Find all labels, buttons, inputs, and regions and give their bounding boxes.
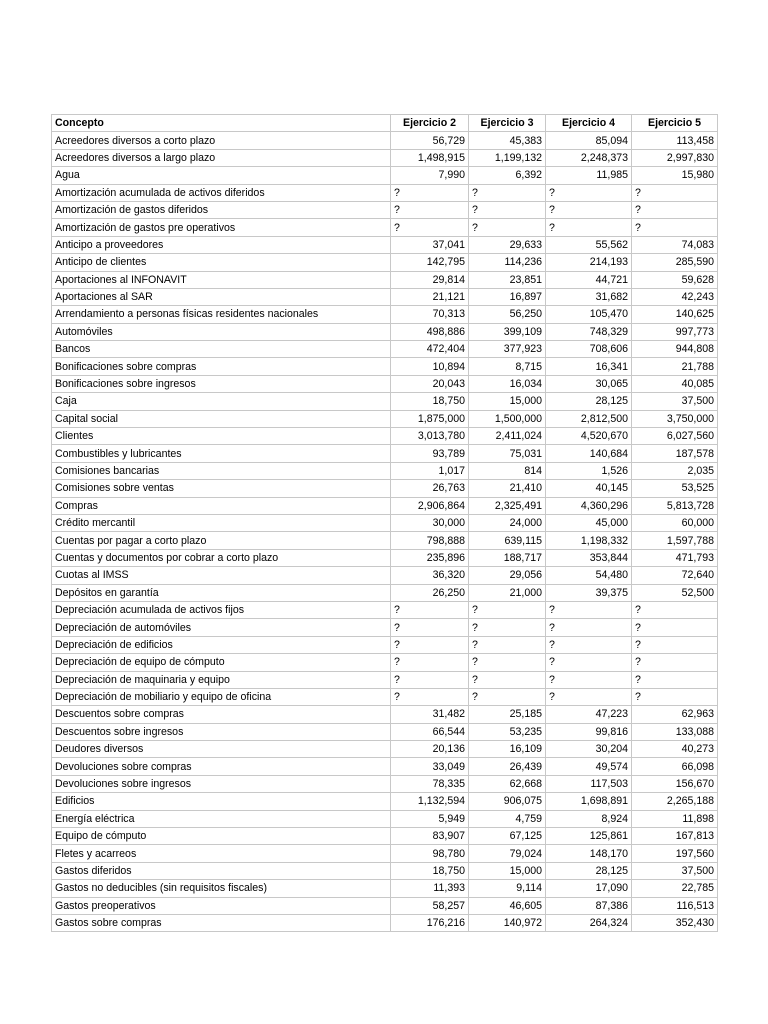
- row-concept: Capital social: [52, 410, 391, 427]
- table-row: [52, 532, 718, 549]
- row-value-ejercicio-2: 83,907: [391, 828, 469, 845]
- row-concept: Devoluciones sobre ingresos: [52, 775, 391, 792]
- row-concept: Fletes y acarreos: [52, 845, 391, 862]
- row-value-ejercicio-4: 47,223: [546, 706, 632, 723]
- row-concept: Equipo de cómputo: [52, 828, 391, 845]
- row-value-ejercicio-5: 140,625: [632, 306, 718, 323]
- row-concept: Aportaciones al SAR: [52, 288, 391, 305]
- row-concept: Gastos no deducibles (sin requisitos fiscales): [52, 880, 391, 897]
- row-value-ejercicio-5: 60,000: [632, 514, 718, 531]
- header-ejercicio-3: Ejercicio 3: [469, 115, 546, 132]
- row-value-ejercicio-3: 2,325,491: [469, 497, 546, 514]
- row-value-ejercicio-2: 70,313: [391, 306, 469, 323]
- row-value-ejercicio-5: ?: [632, 184, 718, 201]
- row-concept: Descuentos sobre ingresos: [52, 723, 391, 740]
- row-value-ejercicio-5: 21,788: [632, 358, 718, 375]
- row-value-ejercicio-2: 18,750: [391, 393, 469, 410]
- row-value-ejercicio-4: 85,094: [546, 132, 632, 149]
- row-value-ejercicio-3: 4,759: [469, 810, 546, 827]
- row-value-ejercicio-3: ?: [469, 654, 546, 671]
- table-row: [52, 393, 718, 410]
- row-value-ejercicio-5: ?: [632, 619, 718, 636]
- table-row: [52, 428, 718, 445]
- row-value-ejercicio-2: ?: [391, 201, 469, 218]
- row-value-ejercicio-3: 29,056: [469, 567, 546, 584]
- table-row: [52, 601, 718, 618]
- table-row: [52, 375, 718, 392]
- row-value-ejercicio-5: 52,500: [632, 584, 718, 601]
- row-value-ejercicio-2: ?: [391, 184, 469, 201]
- row-value-ejercicio-2: 5,949: [391, 810, 469, 827]
- row-value-ejercicio-4: 140,684: [546, 445, 632, 462]
- row-value-ejercicio-5: 72,640: [632, 567, 718, 584]
- row-value-ejercicio-5: 74,083: [632, 236, 718, 253]
- row-value-ejercicio-4: 30,204: [546, 741, 632, 758]
- row-value-ejercicio-3: 188,717: [469, 549, 546, 566]
- row-value-ejercicio-2: 1,132,594: [391, 793, 469, 810]
- row-value-ejercicio-4: ?: [546, 619, 632, 636]
- table-row: [52, 358, 718, 375]
- row-value-ejercicio-2: 33,049: [391, 758, 469, 775]
- row-value-ejercicio-3: 16,034: [469, 375, 546, 392]
- row-value-ejercicio-4: 105,470: [546, 306, 632, 323]
- row-value-ejercicio-3: 6,392: [469, 167, 546, 184]
- row-value-ejercicio-4: ?: [546, 601, 632, 618]
- table-row: [52, 688, 718, 705]
- table-row: [52, 201, 718, 218]
- row-value-ejercicio-3: 8,715: [469, 358, 546, 375]
- table-row: [52, 654, 718, 671]
- header-ejercicio-5: Ejercicio 5: [632, 115, 718, 132]
- table-row: [52, 619, 718, 636]
- table-row: [52, 828, 718, 845]
- row-value-ejercicio-2: 20,043: [391, 375, 469, 392]
- row-value-ejercicio-4: ?: [546, 201, 632, 218]
- row-value-ejercicio-3: 639,115: [469, 532, 546, 549]
- row-value-ejercicio-4: 264,324: [546, 914, 632, 931]
- accounts-table-body: [52, 115, 718, 932]
- row-value-ejercicio-3: 16,897: [469, 288, 546, 305]
- row-value-ejercicio-5: 944,808: [632, 341, 718, 358]
- row-value-ejercicio-5: ?: [632, 601, 718, 618]
- row-value-ejercicio-4: 2,812,500: [546, 410, 632, 427]
- table-row: [52, 410, 718, 427]
- row-value-ejercicio-5: 66,098: [632, 758, 718, 775]
- row-value-ejercicio-3: 25,185: [469, 706, 546, 723]
- row-concept: Depreciación de maquinaria y equipo: [52, 671, 391, 688]
- row-value-ejercicio-2: ?: [391, 636, 469, 653]
- row-value-ejercicio-4: 87,386: [546, 897, 632, 914]
- row-value-ejercicio-2: ?: [391, 688, 469, 705]
- row-value-ejercicio-3: 9,114: [469, 880, 546, 897]
- row-value-ejercicio-3: ?: [469, 688, 546, 705]
- row-value-ejercicio-5: 197,560: [632, 845, 718, 862]
- row-value-ejercicio-4: 708,606: [546, 341, 632, 358]
- row-concept: Comisiones sobre ventas: [52, 480, 391, 497]
- row-value-ejercicio-2: 31,482: [391, 706, 469, 723]
- row-concept: Comisiones bancarias: [52, 462, 391, 479]
- row-value-ejercicio-3: ?: [469, 201, 546, 218]
- row-value-ejercicio-2: 7,990: [391, 167, 469, 184]
- row-value-ejercicio-4: ?: [546, 671, 632, 688]
- row-concept: Depreciación de edificios: [52, 636, 391, 653]
- table-row: [52, 862, 718, 879]
- row-value-ejercicio-5: 22,785: [632, 880, 718, 897]
- row-concept: Cuotas al IMSS: [52, 567, 391, 584]
- row-value-ejercicio-3: 114,236: [469, 254, 546, 271]
- row-value-ejercicio-3: 67,125: [469, 828, 546, 845]
- row-concept: Devoluciones sobre compras: [52, 758, 391, 775]
- table-row: [52, 584, 718, 601]
- row-concept: Caja: [52, 393, 391, 410]
- row-value-ejercicio-5: 53,525: [632, 480, 718, 497]
- row-value-ejercicio-3: 399,109: [469, 323, 546, 340]
- row-value-ejercicio-5: 997,773: [632, 323, 718, 340]
- row-concept: Anticipo a proveedores: [52, 236, 391, 253]
- row-value-ejercicio-5: ?: [632, 654, 718, 671]
- table-row: [52, 549, 718, 566]
- row-value-ejercicio-5: 471,793: [632, 549, 718, 566]
- row-concept: Gastos diferidos: [52, 862, 391, 879]
- row-value-ejercicio-2: 66,544: [391, 723, 469, 740]
- table-row: [52, 132, 718, 149]
- row-value-ejercicio-3: ?: [469, 619, 546, 636]
- table-row: [52, 845, 718, 862]
- row-value-ejercicio-5: ?: [632, 219, 718, 236]
- row-concept: Crédito mercantil: [52, 514, 391, 531]
- row-value-ejercicio-2: ?: [391, 654, 469, 671]
- row-value-ejercicio-3: ?: [469, 219, 546, 236]
- row-value-ejercicio-2: 37,041: [391, 236, 469, 253]
- row-value-ejercicio-3: 814: [469, 462, 546, 479]
- row-concept: Acreedores diversos a corto plazo: [52, 132, 391, 149]
- row-concept: Aportaciones al INFONAVIT: [52, 271, 391, 288]
- table-row: [52, 567, 718, 584]
- row-value-ejercicio-3: 26,439: [469, 758, 546, 775]
- row-value-ejercicio-5: 113,458: [632, 132, 718, 149]
- table-row: [52, 741, 718, 758]
- row-concept: Gastos preoperativos: [52, 897, 391, 914]
- table-row: [52, 914, 718, 931]
- row-concept: Automóviles: [52, 323, 391, 340]
- row-concept: Acreedores diversos a largo plazo: [52, 149, 391, 166]
- row-value-ejercicio-2: 498,886: [391, 323, 469, 340]
- row-value-ejercicio-5: 2,035: [632, 462, 718, 479]
- row-value-ejercicio-3: 21,000: [469, 584, 546, 601]
- row-value-ejercicio-5: ?: [632, 688, 718, 705]
- row-value-ejercicio-5: 285,590: [632, 254, 718, 271]
- row-value-ejercicio-4: 40,145: [546, 480, 632, 497]
- row-value-ejercicio-5: ?: [632, 201, 718, 218]
- row-value-ejercicio-4: 125,861: [546, 828, 632, 845]
- row-value-ejercicio-4: 1,698,891: [546, 793, 632, 810]
- row-value-ejercicio-3: 46,605: [469, 897, 546, 914]
- row-value-ejercicio-4: 8,924: [546, 810, 632, 827]
- row-value-ejercicio-5: 11,898: [632, 810, 718, 827]
- row-concept: Amortización de gastos diferidos: [52, 201, 391, 218]
- table-row: [52, 462, 718, 479]
- row-concept: Agua: [52, 167, 391, 184]
- row-value-ejercicio-5: 15,980: [632, 167, 718, 184]
- row-value-ejercicio-2: 98,780: [391, 845, 469, 862]
- row-value-ejercicio-3: 23,851: [469, 271, 546, 288]
- row-value-ejercicio-5: 37,500: [632, 862, 718, 879]
- row-value-ejercicio-4: 214,193: [546, 254, 632, 271]
- row-value-ejercicio-4: ?: [546, 688, 632, 705]
- row-value-ejercicio-3: ?: [469, 184, 546, 201]
- row-value-ejercicio-4: 55,562: [546, 236, 632, 253]
- row-value-ejercicio-2: ?: [391, 219, 469, 236]
- row-value-ejercicio-2: 798,888: [391, 532, 469, 549]
- row-value-ejercicio-2: 18,750: [391, 862, 469, 879]
- row-value-ejercicio-5: 40,085: [632, 375, 718, 392]
- row-concept: Clientes: [52, 428, 391, 445]
- row-concept: Bonificaciones sobre compras: [52, 358, 391, 375]
- row-concept: Depreciación acumulada de activos fijos: [52, 601, 391, 618]
- table-row: [52, 897, 718, 914]
- row-value-ejercicio-3: 56,250: [469, 306, 546, 323]
- row-value-ejercicio-2: ?: [391, 601, 469, 618]
- row-value-ejercicio-4: 748,329: [546, 323, 632, 340]
- row-value-ejercicio-3: 906,075: [469, 793, 546, 810]
- row-value-ejercicio-3: 2,411,024: [469, 428, 546, 445]
- row-value-ejercicio-5: 156,670: [632, 775, 718, 792]
- row-value-ejercicio-3: 1,500,000: [469, 410, 546, 427]
- row-value-ejercicio-2: 1,017: [391, 462, 469, 479]
- row-value-ejercicio-2: 29,814: [391, 271, 469, 288]
- row-concept: Anticipo de clientes: [52, 254, 391, 271]
- table-row: [52, 271, 718, 288]
- row-concept: Amortización de gastos pre operativos: [52, 219, 391, 236]
- row-concept: Depósitos en garantía: [52, 584, 391, 601]
- row-value-ejercicio-5: ?: [632, 636, 718, 653]
- row-value-ejercicio-4: 148,170: [546, 845, 632, 862]
- table-row: [52, 758, 718, 775]
- header-concept: Concepto: [52, 115, 391, 132]
- row-value-ejercicio-5: 2,265,188: [632, 793, 718, 810]
- row-value-ejercicio-3: 53,235: [469, 723, 546, 740]
- header-ejercicio-4: Ejercicio 4: [546, 115, 632, 132]
- row-value-ejercicio-4: 4,520,670: [546, 428, 632, 445]
- row-value-ejercicio-3: ?: [469, 671, 546, 688]
- row-value-ejercicio-4: 99,816: [546, 723, 632, 740]
- row-concept: Arrendamiento a personas físicas residentes nacionales: [52, 306, 391, 323]
- row-concept: Depreciación de equipo de cómputo: [52, 654, 391, 671]
- row-value-ejercicio-5: ?: [632, 671, 718, 688]
- row-concept: Edificios: [52, 793, 391, 810]
- row-value-ejercicio-5: 5,813,728: [632, 497, 718, 514]
- table-row: [52, 775, 718, 792]
- row-concept: Deudores diversos: [52, 741, 391, 758]
- row-value-ejercicio-3: 75,031: [469, 445, 546, 462]
- row-value-ejercicio-2: 20,136: [391, 741, 469, 758]
- row-value-ejercicio-4: ?: [546, 219, 632, 236]
- table-row: [52, 880, 718, 897]
- row-value-ejercicio-5: 59,628: [632, 271, 718, 288]
- row-value-ejercicio-2: 78,335: [391, 775, 469, 792]
- row-value-ejercicio-5: 352,430: [632, 914, 718, 931]
- table-row: [52, 288, 718, 305]
- row-concept: Cuentas por pagar a corto plazo: [52, 532, 391, 549]
- row-value-ejercicio-3: 377,923: [469, 341, 546, 358]
- row-value-ejercicio-2: 11,393: [391, 880, 469, 897]
- row-value-ejercicio-5: 1,597,788: [632, 532, 718, 549]
- table-row: [52, 184, 718, 201]
- row-value-ejercicio-2: 58,257: [391, 897, 469, 914]
- table-row: [52, 497, 718, 514]
- row-value-ejercicio-5: 40,273: [632, 741, 718, 758]
- row-concept: Bancos: [52, 341, 391, 358]
- table-row: [52, 480, 718, 497]
- row-value-ejercicio-5: 167,813: [632, 828, 718, 845]
- row-value-ejercicio-3: 15,000: [469, 393, 546, 410]
- row-value-ejercicio-2: 2,906,864: [391, 497, 469, 514]
- row-value-ejercicio-2: 21,121: [391, 288, 469, 305]
- row-value-ejercicio-5: 3,750,000: [632, 410, 718, 427]
- row-value-ejercicio-4: 16,341: [546, 358, 632, 375]
- row-value-ejercicio-2: ?: [391, 671, 469, 688]
- row-value-ejercicio-3: 45,383: [469, 132, 546, 149]
- header-ejercicio-2: Ejercicio 2: [391, 115, 469, 132]
- header-row: [52, 115, 718, 132]
- row-value-ejercicio-2: 235,896: [391, 549, 469, 566]
- row-value-ejercicio-2: 26,763: [391, 480, 469, 497]
- row-value-ejercicio-4: 11,985: [546, 167, 632, 184]
- row-value-ejercicio-2: 1,875,000: [391, 410, 469, 427]
- table-row: [52, 793, 718, 810]
- row-value-ejercicio-5: 37,500: [632, 393, 718, 410]
- row-concept: Gastos sobre compras: [52, 914, 391, 931]
- row-value-ejercicio-3: ?: [469, 601, 546, 618]
- table-row: [52, 323, 718, 340]
- row-concept: Energía eléctrica: [52, 810, 391, 827]
- table-row: [52, 254, 718, 271]
- row-value-ejercicio-4: 54,480: [546, 567, 632, 584]
- row-value-ejercicio-5: 2,997,830: [632, 149, 718, 166]
- row-value-ejercicio-3: 15,000: [469, 862, 546, 879]
- row-concept: Depreciación de mobiliario y equipo de oficina: [52, 688, 391, 705]
- row-value-ejercicio-3: 62,668: [469, 775, 546, 792]
- row-value-ejercicio-5: 116,513: [632, 897, 718, 914]
- row-value-ejercicio-2: 472,404: [391, 341, 469, 358]
- table-row: [52, 706, 718, 723]
- row-value-ejercicio-4: 39,375: [546, 584, 632, 601]
- row-value-ejercicio-2: 176,216: [391, 914, 469, 931]
- row-value-ejercicio-2: 10,894: [391, 358, 469, 375]
- row-value-ejercicio-4: ?: [546, 654, 632, 671]
- row-concept: Descuentos sobre compras: [52, 706, 391, 723]
- table-row: [52, 167, 718, 184]
- row-value-ejercicio-4: ?: [546, 184, 632, 201]
- row-value-ejercicio-4: 353,844: [546, 549, 632, 566]
- row-value-ejercicio-4: 117,503: [546, 775, 632, 792]
- row-value-ejercicio-2: 36,320: [391, 567, 469, 584]
- row-value-ejercicio-2: 56,729: [391, 132, 469, 149]
- row-value-ejercicio-4: 31,682: [546, 288, 632, 305]
- row-value-ejercicio-4: 44,721: [546, 271, 632, 288]
- row-concept: Depreciación de automóviles: [52, 619, 391, 636]
- row-concept: Combustibles y lubricantes: [52, 445, 391, 462]
- table-row: [52, 810, 718, 827]
- row-value-ejercicio-3: 1,199,132: [469, 149, 546, 166]
- row-value-ejercicio-2: 26,250: [391, 584, 469, 601]
- row-concept: Compras: [52, 497, 391, 514]
- row-value-ejercicio-2: 142,795: [391, 254, 469, 271]
- table-row: [52, 636, 718, 653]
- table-row: [52, 341, 718, 358]
- row-value-ejercicio-5: 62,963: [632, 706, 718, 723]
- row-value-ejercicio-3: ?: [469, 636, 546, 653]
- row-value-ejercicio-3: 79,024: [469, 845, 546, 862]
- row-value-ejercicio-3: 24,000: [469, 514, 546, 531]
- table-row: [52, 723, 718, 740]
- row-value-ejercicio-4: 49,574: [546, 758, 632, 775]
- row-value-ejercicio-4: ?: [546, 636, 632, 653]
- row-value-ejercicio-4: 28,125: [546, 393, 632, 410]
- row-value-ejercicio-4: 30,065: [546, 375, 632, 392]
- row-concept: Amortización acumulada de activos diferidos: [52, 184, 391, 201]
- row-value-ejercicio-2: 3,013,780: [391, 428, 469, 445]
- table-row: [52, 236, 718, 253]
- table-row: [52, 671, 718, 688]
- row-value-ejercicio-4: 45,000: [546, 514, 632, 531]
- row-value-ejercicio-2: ?: [391, 619, 469, 636]
- row-value-ejercicio-4: 1,526: [546, 462, 632, 479]
- row-value-ejercicio-5: 6,027,560: [632, 428, 718, 445]
- row-value-ejercicio-4: 1,198,332: [546, 532, 632, 549]
- row-value-ejercicio-4: 2,248,373: [546, 149, 632, 166]
- table-row: [52, 445, 718, 462]
- table-row: [52, 514, 718, 531]
- row-value-ejercicio-3: 21,410: [469, 480, 546, 497]
- row-value-ejercicio-4: 4,360,296: [546, 497, 632, 514]
- row-value-ejercicio-5: 187,578: [632, 445, 718, 462]
- row-value-ejercicio-2: 93,789: [391, 445, 469, 462]
- row-value-ejercicio-5: 133,088: [632, 723, 718, 740]
- row-concept: Cuentas y documentos por cobrar a corto plazo: [52, 549, 391, 566]
- row-value-ejercicio-4: 28,125: [546, 862, 632, 879]
- row-value-ejercicio-2: 1,498,915: [391, 149, 469, 166]
- row-value-ejercicio-3: 140,972: [469, 914, 546, 931]
- accounts-table: [51, 114, 718, 932]
- row-value-ejercicio-3: 29,633: [469, 236, 546, 253]
- table-row: [52, 149, 718, 166]
- table-row: [52, 306, 718, 323]
- row-value-ejercicio-4: 17,090: [546, 880, 632, 897]
- row-value-ejercicio-2: 30,000: [391, 514, 469, 531]
- table-row: [52, 219, 718, 236]
- row-value-ejercicio-3: 16,109: [469, 741, 546, 758]
- row-concept: Bonificaciones sobre ingresos: [52, 375, 391, 392]
- row-value-ejercicio-5: 42,243: [632, 288, 718, 305]
